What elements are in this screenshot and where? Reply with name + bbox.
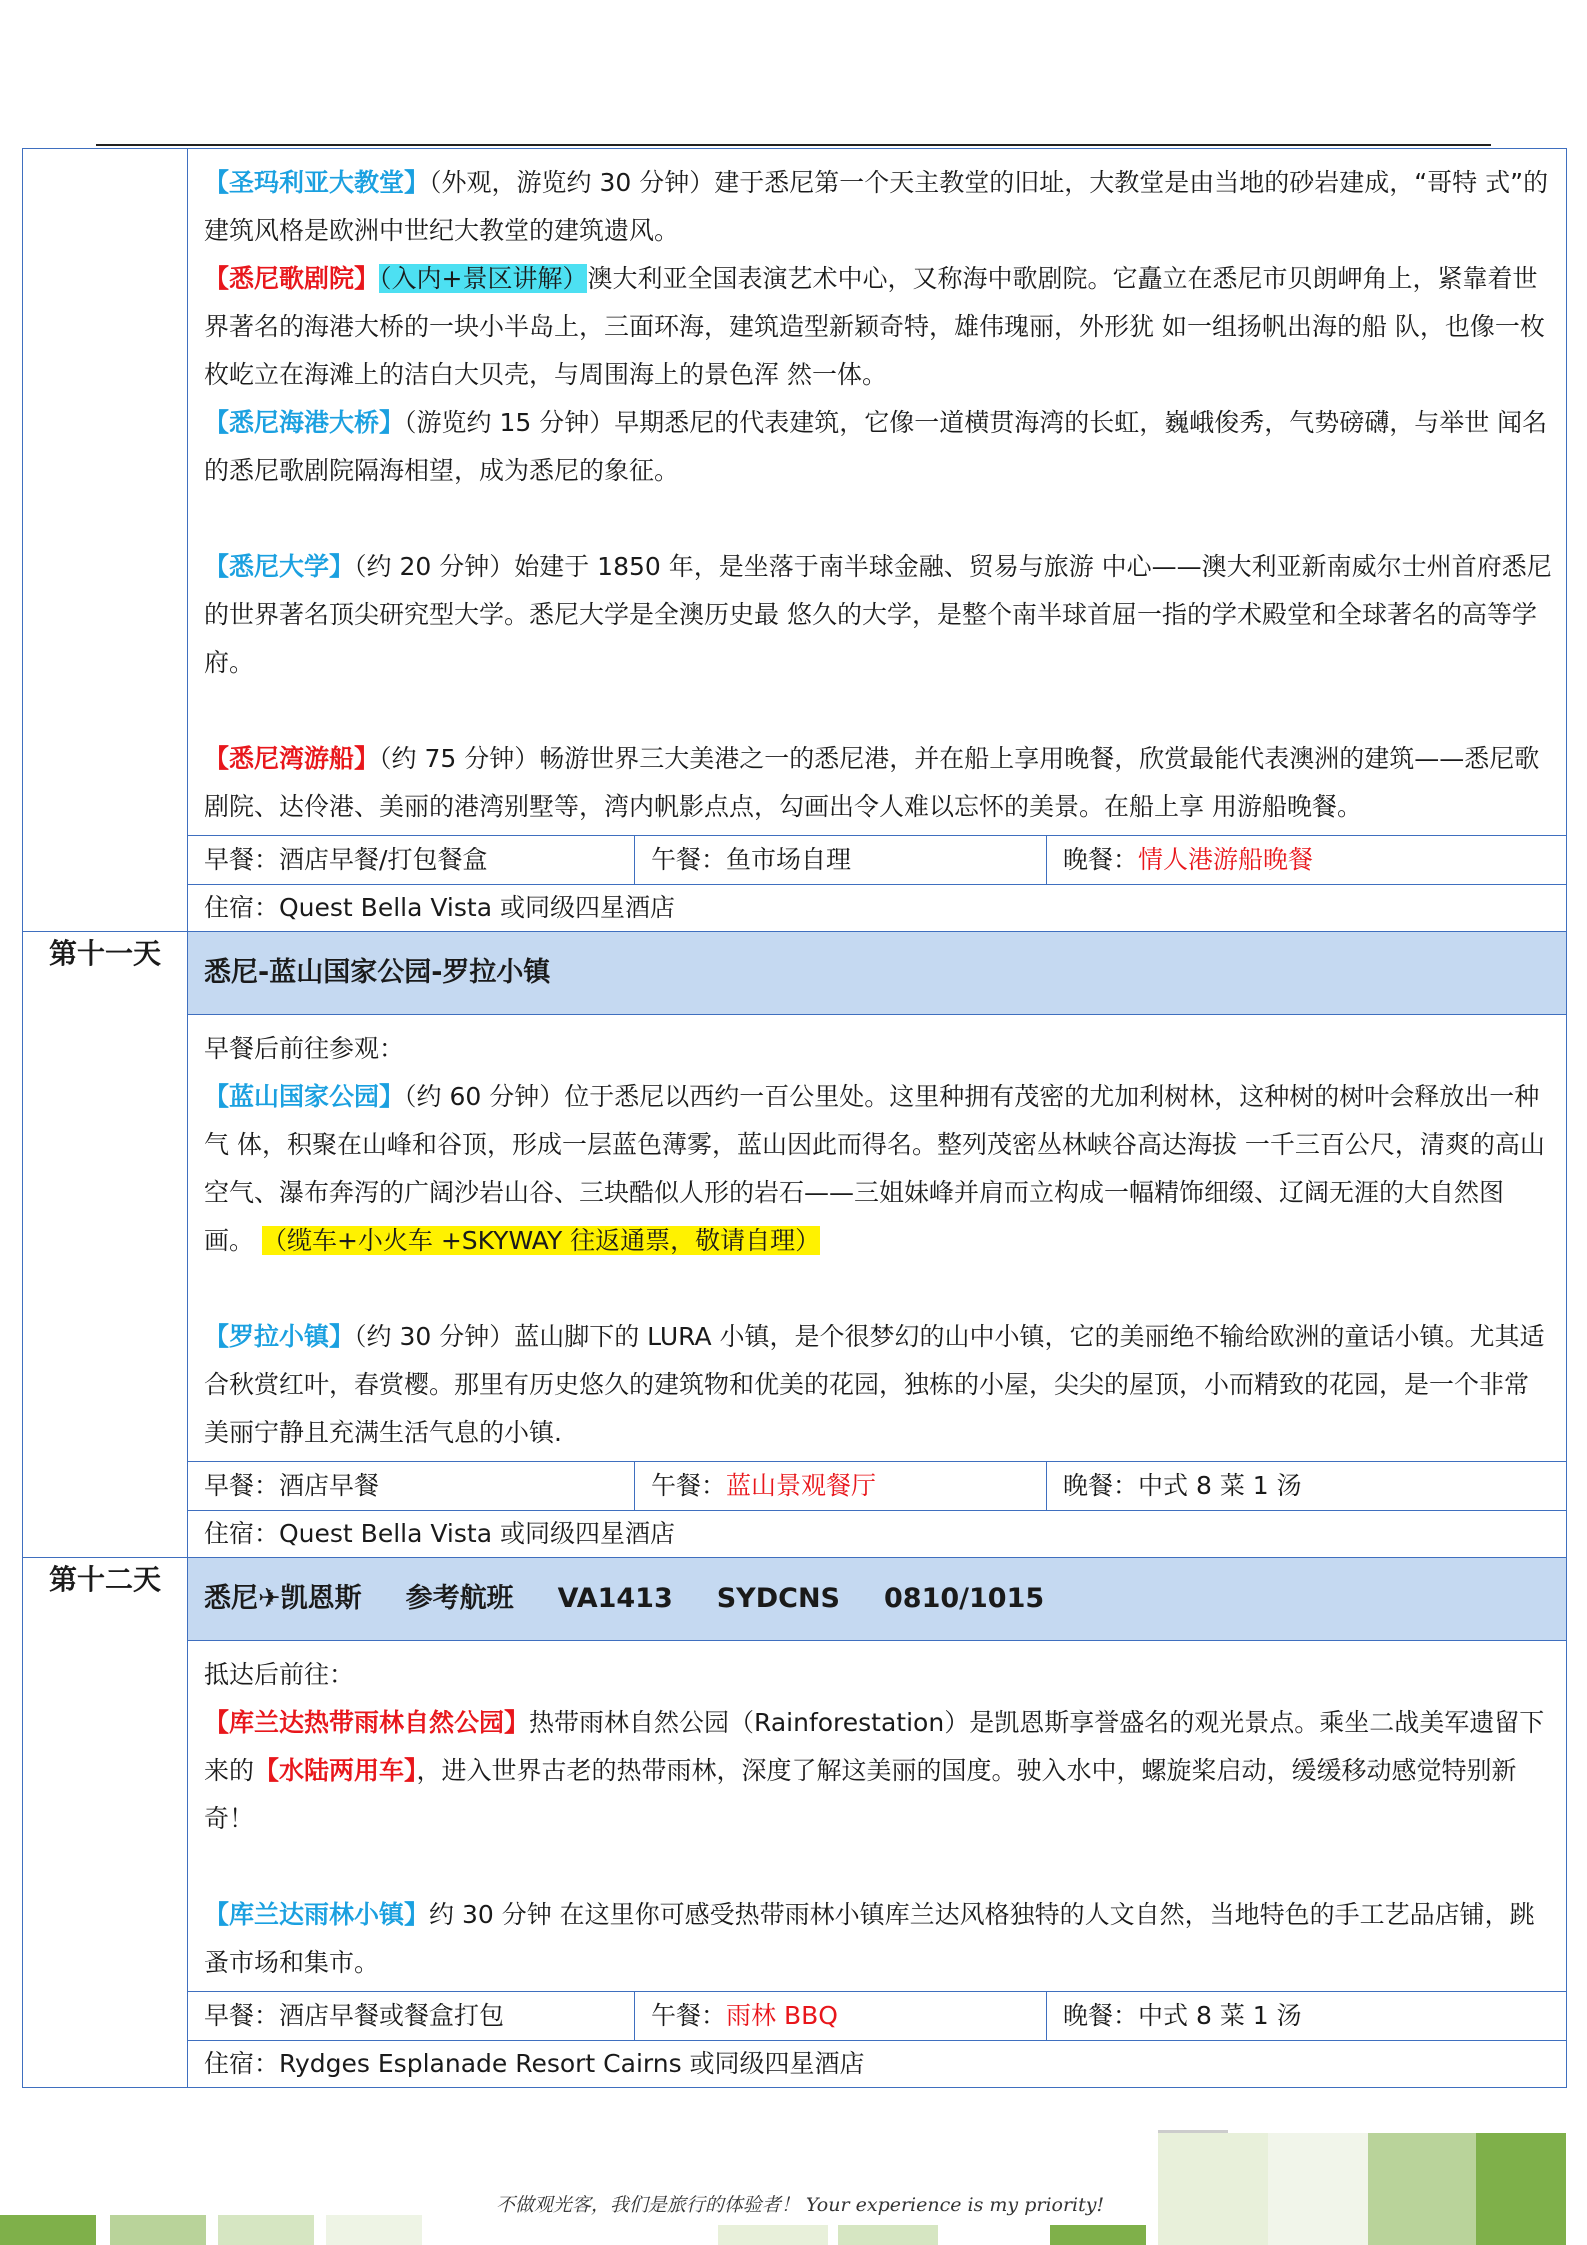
breakfast-cell: 早餐：酒店早餐或餐盒打包 xyxy=(188,1992,635,2040)
highlight-note: （入内+景区讲解） xyxy=(379,264,588,293)
spot-text: （约 75 分钟）畅游世界三大美港之一的悉尼港，并在船上享用晚餐，欣赏最能代表澳洲的建筑——悉尼歌剧院、达伶港、美丽的港湾别墅等，湾内帆影点点，勾画出令人难以忘怀的美景。在船上享 用游船晚餐。 xyxy=(204,744,1540,821)
spot-text: （游览约 15 分钟）早期悉尼的代表建筑，它像一道横贯海湾的长虹，巍峨俊秀，气势磅礴，与举世 闻名的悉尼歌剧院隔海相望，成为悉尼的象征。 xyxy=(204,408,1548,485)
spot-name: 【蓝山国家公园】 xyxy=(204,1082,405,1111)
day12-meals xyxy=(188,1991,1566,2040)
flight-number: VA1413 xyxy=(557,1583,673,1614)
footer-bar xyxy=(1158,2130,1228,2133)
flight-ref-label: 参考航班 xyxy=(405,1583,514,1614)
flight-time: 0810/1015 xyxy=(884,1583,1045,1614)
spot-paragraph xyxy=(204,399,1552,495)
intro-text: 抵达后前往： xyxy=(204,1660,355,1689)
breakfast-cell: 早餐：酒店早餐 xyxy=(188,1462,635,1510)
spot-text: 约 30 分钟 在这里你可感受热带雨林小镇库兰达风格独特的人文自然，当地特色的手工艺品店铺，跳蚤市场和集市。 xyxy=(204,1900,1535,1977)
footer-square xyxy=(1268,2133,1368,2245)
spot-paragraph xyxy=(204,1891,1552,1987)
flight-code: SYDCNS xyxy=(716,1583,841,1614)
footer-square xyxy=(1476,2133,1566,2245)
header-rule xyxy=(96,144,1491,146)
spot-text: （约 20 分钟）始建于 1850 年，是坐落于南半球金融、贸易与旅游 中心——澳大利亚新南威尔士州首府悉尼的世界著名顶尖研究型大学。悉尼大学是全澳历史最 悠久的大学，是整个南半球首屈一指的学术殿堂和全球著名的高等学府。 xyxy=(204,552,1552,677)
spot-name: 【库兰达雨林小镇】 xyxy=(204,1900,430,1929)
day10-row xyxy=(23,149,1567,932)
spot-paragraph xyxy=(204,1073,1552,1265)
dinner-cell: 晚餐：中式 8 菜 1 汤 xyxy=(1063,2001,1302,2030)
spot-name: 【水陆两用车】 xyxy=(254,1756,417,1785)
day10-label-cell xyxy=(23,149,188,932)
spot-paragraph xyxy=(204,159,1552,255)
highlight-note: （缆车+小火车 +SKYWAY 往返通票，敬请自理） xyxy=(261,1226,821,1255)
day11-label: 第十一天 xyxy=(23,932,188,1558)
footer-square xyxy=(1368,2133,1476,2245)
footer-square xyxy=(1050,2225,1146,2245)
footer-slogan: 不做观光客，我们是旅行的体验者！ Your experience is my priority! xyxy=(495,2194,1105,2216)
route-text: 悉尼✈凯恩斯 xyxy=(204,1583,362,1614)
spot-name: 【悉尼歌剧院】 xyxy=(204,264,380,293)
footer-square xyxy=(110,2215,206,2245)
day11-row xyxy=(23,932,1567,1558)
lunch-cell: 午餐：蓝山景观餐厅 xyxy=(635,1462,1047,1510)
spot-name: 【圣玛利亚大教堂】 xyxy=(204,168,430,197)
spot-paragraph xyxy=(204,735,1552,831)
footer-square xyxy=(838,2225,938,2245)
spot-text: 热带雨林自然公园（Rainforestation）是凯恩斯享誉盛名的观光景点。乘坐二战美军遗留下来的 xyxy=(204,1708,1545,1785)
spot-paragraph xyxy=(204,543,1552,687)
lunch-cell: 午餐：雨林 BBQ xyxy=(635,1992,1047,2040)
spot-name: 【罗拉小镇】 xyxy=(204,1322,355,1351)
spot-text: （外观，游览约 30 分钟）建于悉尼第一个天主教堂的旧址，大教堂是由当地的砂岩建成，“哥特 式”的建筑风格是欧洲中世纪大教堂的建筑遗风。 xyxy=(204,168,1549,245)
footer-square xyxy=(218,2215,314,2245)
spot-name: 【悉尼大学】 xyxy=(204,552,355,581)
day11-content xyxy=(188,932,1567,1558)
dinner-cell: 晚餐：情人港游船晚餐 xyxy=(1063,845,1314,874)
day12-title xyxy=(188,1558,1566,1641)
spot-text: 澳大利亚全国表演艺术中心，又称海中歌剧院。它矗立在悉尼市贝朗岬角上，紧靠着世界著名的海港大桥的一块小半岛上，三面环海，建筑造型新颖奇特，雄伟瑰丽，外形犹 如一组扬帆出海的船 队，也像一枚枚屹立在海滩上的洁白大贝壳，与周围海上的景色浑 然一体。 xyxy=(204,264,1545,389)
spot-paragraph xyxy=(204,255,1552,399)
intro-text: 早餐后前往参观： xyxy=(204,1034,405,1063)
lunch-cell: 午餐：鱼市场自理 xyxy=(635,836,1047,884)
footer-square xyxy=(326,2215,422,2245)
spot-paragraph xyxy=(204,1313,1552,1457)
day12-description xyxy=(188,1641,1566,1991)
day12-content xyxy=(188,1558,1567,2088)
spot-name: 【悉尼海港大桥】 xyxy=(204,408,405,437)
footer-square xyxy=(1158,2133,1268,2245)
day12-label: 第十二天 xyxy=(23,1558,188,2088)
spot-name: 【库兰达热带雨林自然公园】 xyxy=(204,1708,530,1737)
dinner-cell: 晚餐：中式 8 菜 1 汤 xyxy=(1063,1471,1302,1500)
spot-paragraph xyxy=(204,1699,1552,1843)
spot-text: （约 30 分钟）蓝山脚下的 LURA 小镇，是个很梦幻的山中小镇，它的美丽绝不输给欧洲的童话小镇。尤其适合秋赏红叶，春赏樱。那里有历史悠久的建筑物和优美的花园，独栋的小屋，尖尖的屋顶，小而精致的花园，是一个非常美丽宁静且充满生活气息的小镇. xyxy=(204,1322,1545,1447)
itinerary-table xyxy=(22,148,1567,2088)
day12-row xyxy=(23,1558,1567,2088)
day10-accommodation: 住宿：Quest Bella Vista 或同级四星酒店 xyxy=(188,884,1566,931)
spot-text: （约 60 分钟）位于悉尼以西约一百公里处。这里种拥有茂密的尤加利树林，这种树的树叶会释放出一种气 体，积聚在山峰和谷顶，形成一层蓝色薄雾，蓝山因此而得名。整列茂密丛林峡谷高达海拔 一千三百公尺，清爽的高山空气、瀑布奔泻的广阔沙岩山谷、三块酷似人形的岩石——三姐妹峰并肩而立构成一幅精饰细缀、辽阔无涯的大自然图画。 xyxy=(204,1082,1545,1255)
spot-text: ，进入世界古老的热带雨林，深度了解这美丽的国度。驶入水中，螺旋桨启动，缓缓移动感觉特别新奇！ xyxy=(204,1756,1517,1833)
day11-title: 悉尼-蓝山国家公园-罗拉小镇 xyxy=(188,932,1566,1015)
day10-description xyxy=(188,149,1566,835)
day12-accommodation: 住宿：Rydges Esplanade Resort Cairns 或同级四星酒店 xyxy=(188,2040,1566,2087)
day10-content xyxy=(188,149,1567,932)
day11-accommodation: 住宿：Quest Bella Vista 或同级四星酒店 xyxy=(188,1510,1566,1557)
footer-square xyxy=(718,2225,828,2245)
footer-square xyxy=(0,2215,96,2245)
day11-description xyxy=(188,1015,1566,1461)
spot-name: 【悉尼湾游船】 xyxy=(204,744,380,773)
breakfast-cell: 早餐：酒店早餐/打包餐盒 xyxy=(188,836,635,884)
day10-meals xyxy=(188,835,1566,884)
day11-meals xyxy=(188,1461,1566,1510)
